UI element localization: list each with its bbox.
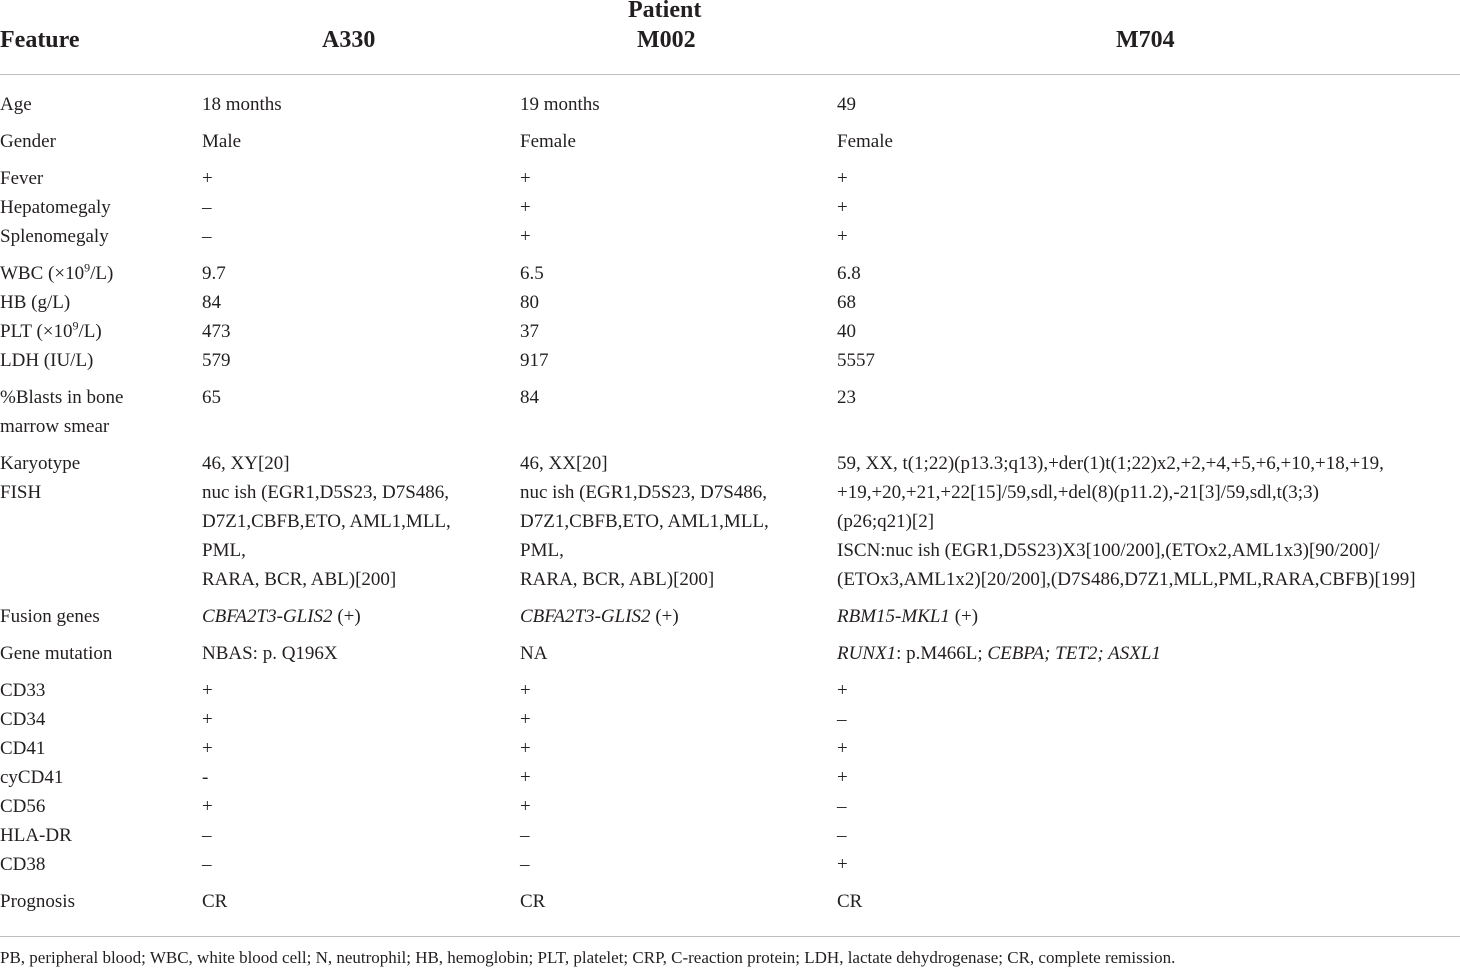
table-row — [0, 222, 1460, 251]
cell-a330: – — [202, 226, 212, 247]
cell-a330: 84 — [202, 292, 221, 313]
gene-name: RBM15-MKL1 — [837, 606, 950, 627]
cell-line: RARA, BCR, ABL)[200] — [520, 569, 715, 590]
header-patient-m704: M704 — [1116, 27, 1175, 53]
cell-line: (ETOx3,AML1x2)[20/200],(D7S486,D7Z1,MLL,PML,RARA,CBFB)[199] — [837, 569, 1416, 590]
cell-a330: + — [202, 796, 213, 817]
row-label-superscript: 9 — [84, 260, 91, 275]
header-patient-m002: M002 — [637, 27, 696, 53]
row-label: FISH — [0, 482, 42, 503]
cell-a330 — [202, 594, 520, 631]
cell-line: D7Z1,CBFB,ETO, AML1,MLL, — [520, 511, 769, 532]
cell-m002: + — [520, 197, 531, 218]
table-row — [0, 441, 1460, 478]
cell-m002: + — [520, 680, 531, 701]
cell-m002: 84 — [520, 387, 539, 408]
cell-m704: 6.8 — [837, 263, 861, 284]
cell-m704 — [837, 478, 1460, 594]
cell-line: D7Z1,CBFB,ETO, AML1,MLL, — [202, 511, 451, 532]
cell-m704: + — [837, 680, 848, 701]
cell-m002: 19 months — [520, 94, 600, 115]
row-label: Gender — [0, 131, 56, 152]
cell-m002: + — [520, 709, 531, 730]
row-label: CD56 — [0, 796, 46, 817]
table-row — [0, 478, 1460, 594]
cell-m002: 917 — [520, 350, 549, 371]
row-label-text: WBC (×10 — [0, 263, 85, 284]
cell-m704: + — [837, 738, 848, 759]
row-label-line: %Blasts in bone — [0, 387, 124, 408]
cell-m704: Female — [837, 131, 893, 152]
cell-line: ISCN:nuc ish (EGR1,D5S23)X3[100/200],(ETOx2,AML1x3)[90/200]/ — [837, 540, 1380, 561]
row-label: CD38 — [0, 854, 46, 875]
header-patient-group: Patient — [628, 0, 702, 23]
cell-line: RARA, BCR, ABL)[200] — [202, 569, 397, 590]
row-label-unit: /L) — [90, 263, 114, 284]
cell-m704: 59, XX, t(1;22)(p13.3;q13),+der(1)t(1;22)x2,+2,+4,+5,+6,+10,+18,+19, — [837, 453, 1384, 474]
cell-m002: + — [520, 767, 531, 788]
row-label: Fusion genes — [0, 606, 100, 627]
table-row — [0, 251, 1460, 288]
gene-name: RUNX1 — [837, 643, 897, 664]
gene-status: (+) — [332, 606, 361, 627]
row-label-text: PLT (×10 — [0, 321, 73, 342]
cell-a330: + — [202, 709, 213, 730]
table-row — [0, 594, 1460, 631]
cell-m704: – — [837, 709, 847, 730]
cell-a330: + — [202, 168, 213, 189]
cell-m704: CR — [837, 891, 863, 912]
row-label-superscript: 9 — [72, 318, 79, 333]
cell-m704: + — [837, 168, 848, 189]
cell-m704: + — [837, 767, 848, 788]
cell-m002: 46, XX[20] — [520, 453, 608, 474]
cell-m002: CR — [520, 891, 546, 912]
cell-a330: – — [202, 825, 212, 846]
table-row — [0, 792, 1460, 821]
cell-m704: – — [837, 796, 847, 817]
table-row — [0, 193, 1460, 222]
cell-line: (p26;q21)[2] — [837, 511, 935, 532]
cell-m002: 80 — [520, 292, 539, 313]
cell-m002: + — [520, 796, 531, 817]
table-row — [0, 317, 1460, 346]
cell-m704: 40 — [837, 321, 856, 342]
cell-line: nuc ish (EGR1,D5S23, D7S486, — [202, 482, 450, 503]
table-row — [0, 879, 1460, 916]
cell-line: nuc ish (EGR1,D5S23, D7S486, — [520, 482, 768, 503]
row-label-unit: /L) — [78, 321, 102, 342]
cell-a330: 579 — [202, 350, 231, 371]
table-row — [0, 763, 1460, 792]
cell-a330: 65 — [202, 387, 221, 408]
table-row — [0, 156, 1460, 193]
cell-a330: + — [202, 738, 213, 759]
cell-m002: 6.5 — [520, 263, 544, 284]
cell-line: PML, — [202, 540, 246, 561]
header-patient-a330: A330 — [322, 27, 376, 53]
cell-a330: 9.7 — [202, 263, 226, 284]
cell-a330: 473 — [202, 321, 231, 342]
cell-a330: NBAS: p. Q196X — [202, 643, 338, 664]
gene-name: CBFA2T3-GLIS2 — [202, 606, 333, 627]
cell-m002: + — [520, 738, 531, 759]
cell-m002: Female — [520, 131, 576, 152]
table-row — [0, 631, 1460, 668]
table-row — [0, 119, 1460, 156]
table-row — [0, 346, 1460, 375]
cell-m704: + — [837, 226, 848, 247]
cell-line: +19,+20,+21,+22[15]/59,sdl,+del(8)(p11.2),-21[3]/59,sdl,t(3;3) — [837, 482, 1319, 503]
cell-m704: 5557 — [837, 350, 875, 371]
table-row — [0, 90, 1460, 119]
row-label: Prognosis — [0, 891, 75, 912]
mutation-detail: : p.M466L; — [896, 643, 988, 664]
cell-m002: + — [520, 168, 531, 189]
row-label: CD33 — [0, 680, 46, 701]
gene-status: (+) — [949, 606, 979, 627]
cell-line: PML, — [520, 540, 564, 561]
cell-a330: 18 months — [202, 94, 282, 115]
row-label: CD41 — [0, 738, 46, 759]
cell-m704: 23 — [837, 387, 856, 408]
table-row — [0, 705, 1460, 734]
row-label: HB (g/L) — [0, 292, 71, 313]
row-label: Splenomegaly — [0, 226, 109, 247]
cell-m002: 37 — [520, 321, 539, 342]
cell-m704: + — [837, 854, 848, 875]
row-label: Karyotype — [0, 453, 81, 474]
gene-names: CEBPA; TET2; ASXL1 — [987, 643, 1161, 664]
table-row — [0, 288, 1460, 317]
row-label — [0, 317, 202, 346]
patient-features-table — [0, 90, 1460, 916]
cell-m704: 68 — [837, 292, 856, 313]
table-row — [0, 850, 1460, 879]
cell-a330: Male — [202, 131, 242, 152]
table-row — [0, 375, 1460, 441]
cell-m704 — [837, 631, 1460, 668]
row-label — [0, 375, 202, 441]
header-divider — [0, 74, 1460, 75]
row-label: Age — [0, 94, 32, 115]
table-row — [0, 821, 1460, 850]
cell-a330: - — [202, 767, 209, 788]
table-row — [0, 668, 1460, 705]
row-label-line: marrow smear — [0, 416, 110, 437]
cell-m704: + — [837, 197, 848, 218]
cell-m704: 49 — [837, 94, 856, 115]
cell-m002: – — [520, 854, 530, 875]
header-feature: Feature — [0, 27, 80, 53]
cell-a330: CR — [202, 891, 228, 912]
row-label: HLA-DR — [0, 825, 72, 846]
cell-m002 — [520, 594, 837, 631]
cell-a330: – — [202, 854, 212, 875]
row-label: Hepatomegaly — [0, 197, 111, 218]
row-label: Gene mutation — [0, 643, 113, 664]
footer-divider — [0, 936, 1460, 937]
cell-m704 — [837, 594, 1460, 631]
table-footnote: PB, peripheral blood; WBC, white blood cell; N, neutrophil; HB, hemoglobin; PLT, platelet; CRP, C-reaction protein; LDH, lactate dehydrogenase; CR, complete remission. — [0, 948, 1176, 967]
row-label: CD34 — [0, 709, 46, 730]
gene-status: (+) — [650, 606, 679, 627]
cell-a330: 46, XY[20] — [202, 453, 290, 474]
row-label: cyCD41 — [0, 767, 64, 788]
row-label: LDH (IU/L) — [0, 350, 94, 371]
table-row — [0, 734, 1460, 763]
row-label — [0, 251, 202, 288]
gene-name: CBFA2T3-GLIS2 — [520, 606, 651, 627]
cell-a330: – — [202, 197, 212, 218]
cell-m704: – — [837, 825, 847, 846]
cell-m002: NA — [520, 643, 548, 664]
row-label: Fever — [0, 168, 44, 189]
cell-m002: – — [520, 825, 530, 846]
cell-m002 — [520, 478, 837, 594]
cell-a330: + — [202, 680, 213, 701]
cell-a330 — [202, 478, 520, 594]
cell-m002: + — [520, 226, 531, 247]
